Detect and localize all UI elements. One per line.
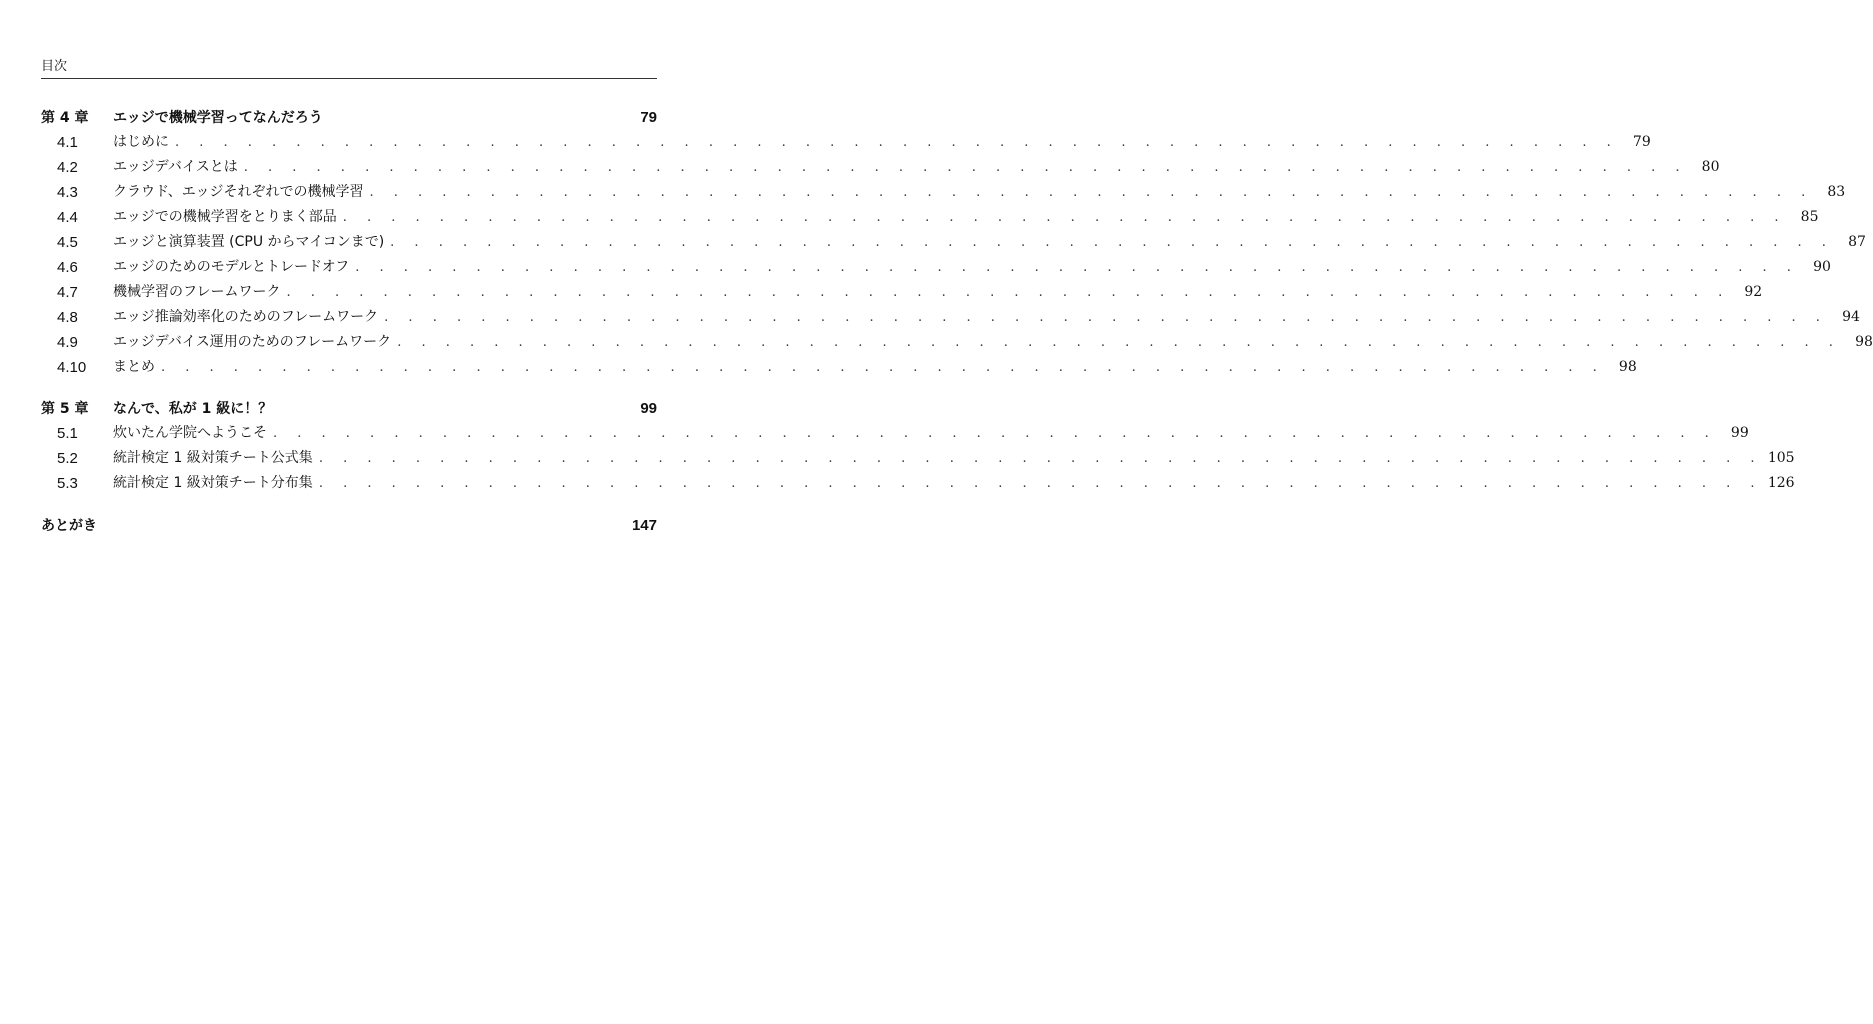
section-page: 105 [1767,450,1795,466]
dot-leader: . . . . . . . . . . . . . . . . . . . . . . . . . . . . . . . . . . . . . . . . . . . . . . . . . . . . . . . . . . . . [355,260,1799,275]
section-title: まとめ [113,355,161,380]
section-number: 4.7 [57,284,78,301]
chapter-page: 79 [640,109,657,126]
dot-leader: . . . . . . . . . . . . . . . . . . . . . . . . . . . . . . . . . . . . . . . . . . . . . . . . . . . . . . . . . . . . [342,210,1787,225]
section-number: 4.1 [57,134,78,151]
section-number: 4.2 [57,159,78,176]
spacer [41,496,657,514]
section-number: 5.3 [57,475,78,492]
chapter-number: 第 5 章 [41,401,89,417]
section-title: エッジ推論効率化のためのフレームワーク [113,305,384,330]
section-number: 4.8 [57,309,78,326]
dot-leader: . . . . . . . . . . . . . . . . . . . . . . . . . . . . . . . . . . . . . . . . . . . . . . . . . . . . . . . . . . . . [318,451,1763,466]
toc-entry[interactable] [41,205,1819,230]
section-number: 4.3 [57,184,78,201]
section-number: 5.1 [57,425,78,442]
toc-entry[interactable] [41,421,1749,446]
section-title: エッジデバイス運用のためのフレームワーク [113,330,397,355]
section-page: 80 [1701,159,1720,175]
toc-entry[interactable] [41,355,1637,380]
section-title: エッジと演算装置 (CPU からマイコンまで) [113,230,390,255]
section-title: 炊いたん学院へようこそ [113,421,273,446]
dot-leader: . . . . . . . . . . . . . . . . . . . . . . . . . . . . . . . . . . . . . . . . . . . . . . . . . . . . . . . . . . . . [384,310,1828,325]
dot-leader: . . . . . . . . . . . . . . . . . . . . . . . . . . . . . . . . . . . . . . . . . . . . . . . . . . . . . . . . . . . . [161,360,1605,375]
chapter-page: 99 [640,400,657,417]
table-of-contents [41,106,1873,538]
toc-entry[interactable] [41,446,1795,471]
section-page: 85 [1800,209,1819,225]
section-title: はじめに [113,130,175,155]
afterword-title: あとがき [41,518,97,534]
section-title: エッジデバイスとは [113,155,244,180]
section-number: 4.10 [57,359,87,376]
dot-leader: . . . . . . . . . . . . . . . . . . . . . . . . . . . . . . . . . . . . . . . . . . . . . . . . . . . . . . . . . . . . [390,235,1834,250]
section-page: 90 [1813,259,1831,275]
section-page: 126 [1767,475,1795,491]
section-title: エッジでの機械学習をとりまく部品 [113,205,343,230]
section-title: 統計検定 1 級対策チート公式集 [113,446,319,471]
toc-entry[interactable] [41,130,1651,155]
section-page: 99 [1730,425,1749,441]
section-number: 4.6 [57,259,78,276]
section-number: 4.4 [57,209,78,226]
dot-leader: . . . . . . . . . . . . . . . . . . . . . . . . . . . . . . . . . . . . . . . . . . . . . . . . . . . . . . . . . . . . [286,285,1731,300]
section-number: 4.9 [57,334,78,351]
dot-leader: . . . . . . . . . . . . . . . . . . . . . . . . . . . . . . . . . . . . . . . . . . . . . . . . . . . . . . . . . . . . [397,335,1841,350]
dot-leader: . . . . . . . . . . . . . . . . . . . . . . . . . . . . . . . . . . . . . . . . . . . . . . . . . . . . . . . . . . . . [369,185,1814,200]
section-title: 機械学習のフレームワーク [113,280,286,305]
afterword-page: 147 [631,517,657,534]
section-page: 94 [1842,309,1860,325]
toc-entry[interactable] [41,471,1795,496]
chapter-heading[interactable] [41,397,657,421]
section-number: 5.2 [57,450,78,467]
dot-leader: . . . . . . . . . . . . . . . . . . . . . . . . . . . . . . . . . . . . . . . . . . . . . . . . . . . . . . . . . . . . [273,426,1717,441]
chapter-heading[interactable] [41,106,657,130]
chapter-title: なんで、私が 1 級に！？ [113,401,273,417]
toc-entry[interactable] [41,255,1831,280]
toc-entry[interactable] [41,155,1720,180]
toc-entry[interactable] [41,180,1846,205]
dot-leader: . . . . . . . . . . . . . . . . . . . . . . . . . . . . . . . . . . . . . . . . . . . . . . . . . . . . . . . . . . . . [175,135,1619,150]
section-title: エッジのためのモデルとトレードオフ [113,255,355,280]
dot-leader: . . . . . . . . . . . . . . . . . . . . . . . . . . . . . . . . . . . . . . . . . . . . . . . . . . . . . . . . . . . . [243,160,1688,175]
section-page: 83 [1827,184,1846,200]
section-page: 98 [1855,334,1873,350]
dot-leader: . . . . . . . . . . . . . . . . . . . . . . . . . . . . . . . . . . . . . . . . . . . . . . . . . . . . . . . . . . . . [318,476,1763,491]
toc-entry[interactable] [41,230,1866,255]
toc-entry[interactable] [41,305,1860,330]
section-page: 92 [1744,284,1763,300]
toc-entry[interactable] [41,330,1873,355]
section-title: クラウド、エッジそれぞれでの機械学習 [113,180,369,205]
running-header: 目次 [41,59,68,74]
section-page: 79 [1632,134,1651,150]
section-title: 統計検定 1 級対策チート分布集 [113,471,319,496]
toc-entry[interactable] [41,280,1763,305]
section-page: 87 [1848,234,1866,250]
afterword-heading[interactable] [41,514,657,538]
section-number: 4.5 [57,234,78,251]
section-page: 98 [1618,359,1637,375]
chapter-title: エッジで機械学習ってなんだろう [113,110,323,126]
chapter-number: 第 4 章 [41,110,89,126]
header-rule [41,78,657,79]
spacer [41,380,657,397]
